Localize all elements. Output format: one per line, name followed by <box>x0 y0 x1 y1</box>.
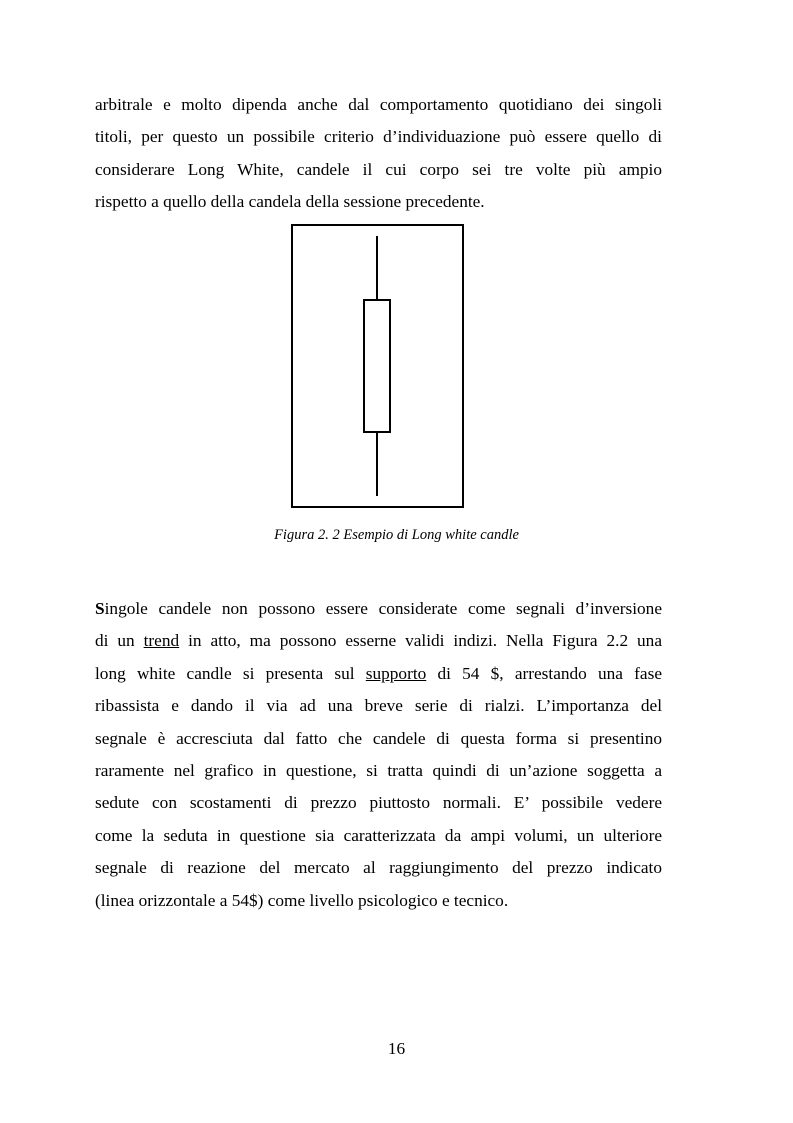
text-line: come la seduta in questione sia caratterizzata da ampi volumi, un ulteriore <box>95 825 662 845</box>
figure-long-white-candle <box>291 224 464 508</box>
text-line: considerare Long White, candele il cui corpo sei tre volte più ampio <box>95 159 662 179</box>
dropcap-letter: S <box>95 599 105 618</box>
text-line: raramente nel grafico in questione, si tratta quindi di un’azione soggetta a <box>95 760 662 780</box>
text-line: (linea orizzontale a 54$) come livello psicologico e tecnico. <box>95 890 509 910</box>
link-trend[interactable]: trend <box>143 631 180 651</box>
text-segment: di un <box>95 631 144 651</box>
text-line: arbitrale e molto dipenda anche dal comportamento quotidiano dei singoli <box>95 95 662 114</box>
text-segment: di 54 $, arrestando una fase <box>426 663 662 683</box>
text-segment: ingole candele non possono essere considerate come segnali d’inversione <box>104 599 662 618</box>
text-line: ribassista e dando il via ad una breve serie di rialzi. L’importanza del <box>95 696 662 716</box>
figure-caption: Figura 2. 2 Esempio di Long white candle <box>274 527 519 543</box>
text-line: titoli, per questo un possibile criterio d’individuazione può essere quello di <box>95 127 662 147</box>
page-number: 16 <box>387 1039 406 1058</box>
candle-body <box>364 300 390 432</box>
paragraph-main <box>95 593 662 917</box>
link-supporto[interactable]: supporto <box>365 663 427 683</box>
paragraph-intro <box>95 89 662 219</box>
text-line: segnale è accresciuta dal fatto che candele di questa forma si presentino <box>95 728 662 748</box>
text-segment: long white candle si presenta sul <box>95 663 366 683</box>
text-segment: in atto, ma possono esserne validi indizi. Nella Figura 2.2 una <box>179 631 662 651</box>
text-line <box>95 593 662 625</box>
candlestick-illustration <box>293 226 462 506</box>
text-line <box>95 625 662 657</box>
text-line: segnale di reazione del mercato al raggiungimento del prezzo indicato <box>95 858 662 878</box>
text-line: rispetto a quello della candela della sessione precedente. <box>95 192 485 212</box>
text-line <box>95 658 662 690</box>
text-line: sedute con scostamenti di prezzo piuttosto normali. E’ possibile vedere <box>95 793 662 813</box>
